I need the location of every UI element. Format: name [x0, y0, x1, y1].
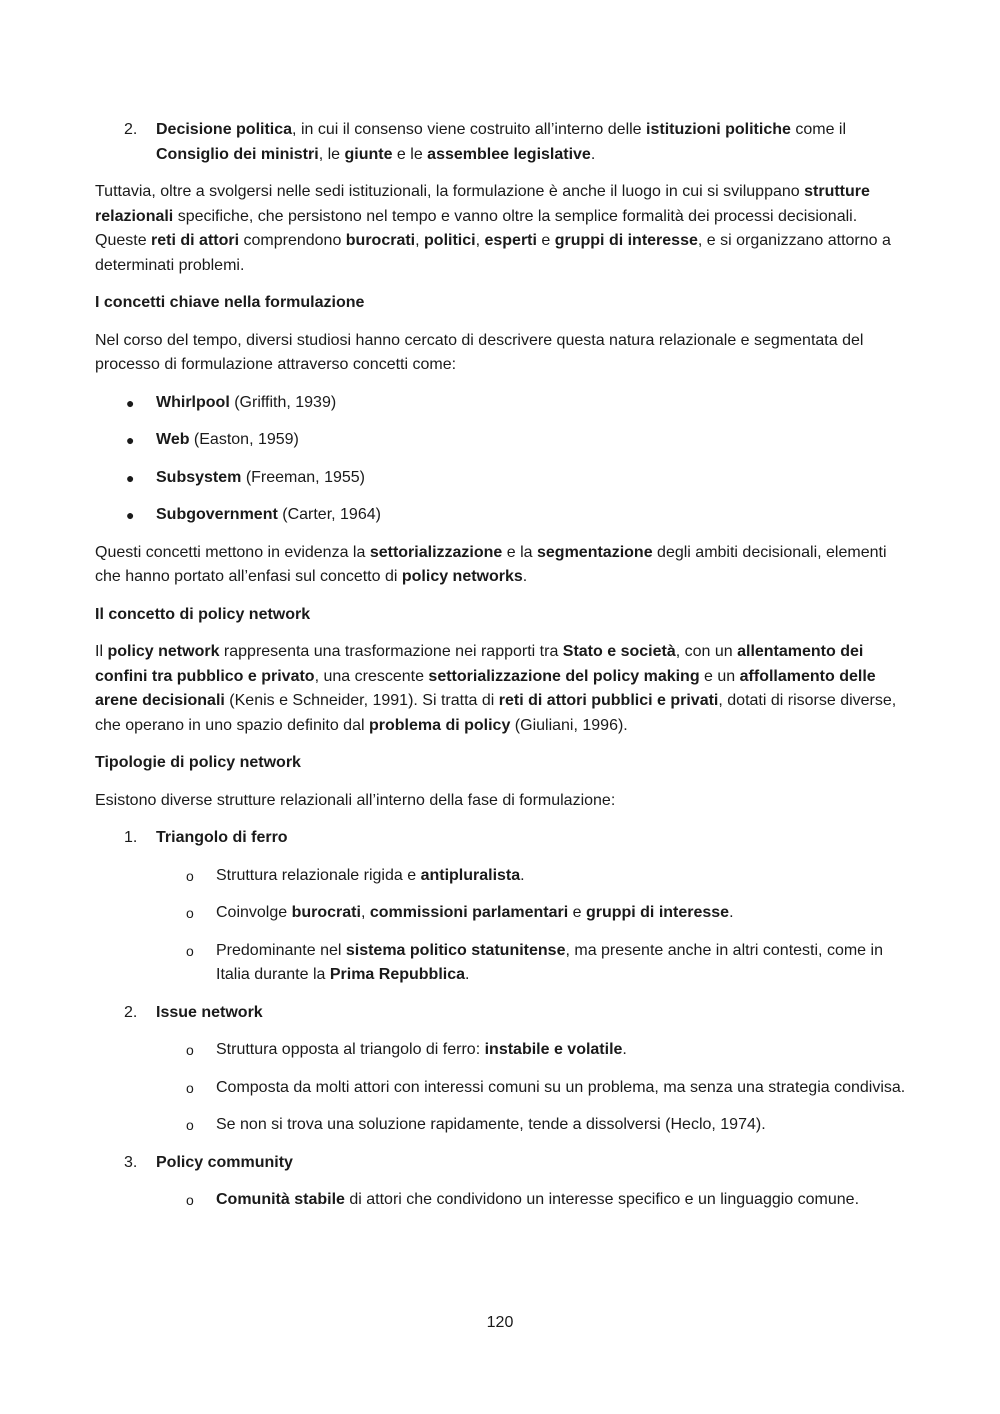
circle-bullet-icon: o	[186, 1079, 194, 1096]
list-item-text: Decisione politica, in cui il consenso viene costruito all’interno delle istituzioni politiche come il Consiglio dei ministri, le giunte e le assemblee legislative.	[156, 121, 847, 163]
bold-text: Policy community	[156, 1153, 293, 1171]
page-number: 120	[486, 1314, 514, 1331]
typology-title	[156, 1151, 907, 1176]
bold-text: segmentazione	[537, 543, 653, 561]
sub-bullet-item	[95, 1038, 907, 1063]
bold-text: policy networks	[401, 568, 523, 585]
bold-text: Consiglio dei ministri	[156, 145, 319, 163]
typologies-list	[95, 826, 907, 1213]
sub-bullet-item	[95, 939, 907, 988]
circle-bullet-icon: o	[186, 1042, 194, 1058]
typology-item	[95, 1001, 907, 1026]
bullet-text: Whirlpool (Griffith, 1939)	[156, 393, 337, 411]
bold-text: allentamento dei confini tra pubblico e privato	[95, 643, 864, 685]
sub-bullet-item	[95, 1076, 907, 1101]
bold-text: politici	[424, 232, 476, 249]
bold-text: Issue network	[156, 1003, 263, 1021]
bold-text: Decisione politica	[156, 121, 293, 138]
circle-bullet-icon: o	[186, 942, 194, 959]
bullet-item	[95, 391, 907, 416]
sub-bullet-text: Comunità stabile di attori che condividono un interesse specifico e un linguaggio comune.	[216, 1191, 860, 1208]
sub-bullet-item	[95, 864, 907, 889]
list-number: 3.	[124, 1153, 138, 1171]
sub-bullet-item	[95, 901, 907, 926]
concepts-bullet-list	[95, 391, 907, 528]
typology-item	[95, 826, 907, 851]
bold-text: policy network	[107, 643, 220, 660]
typology-item	[95, 1151, 907, 1176]
bullet-text: Web (Easton, 1959)	[156, 431, 299, 448]
bold-text: settorializzazione del policy making	[428, 667, 700, 685]
bold-text: reti di attori pubblici e privati	[498, 692, 719, 709]
circle-bullet-icon: o	[186, 905, 194, 921]
paragraph-esistono: Esistono diverse strutture relazionali all’interno della fase di formulazione:	[95, 791, 616, 809]
sub-bullet-text: Struttura relazionale rigida e antipluralista.	[216, 866, 525, 884]
bold-text: strutture relazionali	[95, 183, 870, 225]
document-page	[95, 118, 907, 1226]
typology-title	[156, 826, 907, 851]
bold-text: giunte	[344, 145, 393, 163]
list-number: 2.	[124, 121, 138, 138]
paragraph-tuttavia: Tuttavia, oltre a svolgersi nelle sedi istituzionali, la formulazione è anche il luogo in cui si sviluppano strutture relazionali specifiche, che persistono nel tempo e vanno oltre la semplice formalità dei processi decisionali. Queste reti di attori comprendono burocrati, politici, esperti e gruppi di interesse, e si organizzano attorno a determinati problemi.	[95, 183, 891, 274]
bullet-item	[95, 428, 907, 453]
bold-text: Triangolo di ferro	[156, 829, 288, 846]
bold-text: Subsystem	[156, 468, 242, 486]
bullet-text: Subsystem (Freeman, 1955)	[156, 468, 365, 486]
bold-text: instabile e volatile	[484, 1041, 623, 1058]
bold-text: Comunità stabile	[216, 1191, 345, 1208]
sub-bullet-item	[95, 1188, 907, 1213]
heading-tipologie: Tipologie di policy network	[95, 754, 301, 771]
bold-text: Stato e società	[562, 643, 676, 660]
bold-text: burocrati	[345, 232, 416, 249]
bold-text: problema di policy	[368, 716, 511, 734]
bullet-icon: ●	[126, 394, 135, 411]
bold-text: settorializzazione	[369, 543, 503, 561]
bold-text: esperti	[484, 232, 537, 249]
list-number: 1.	[124, 829, 138, 846]
circle-bullet-icon: o	[186, 1192, 194, 1208]
paragraph-nel-corso: Nel corso del tempo, diversi studiosi hanno cercato di descrivere questa natura relazionale e segmentata del processo di formulazione attraverso concetti come:	[95, 331, 864, 373]
bullet-item	[95, 503, 907, 528]
paragraph-questi-concetti: Questi concetti mettono in evidenza la settorializzazione e la segmentazione degli ambiti decisionali, elementi che hanno portato all’enfasi sul concetto di policy networks.	[95, 543, 887, 585]
circle-bullet-icon: o	[186, 1117, 194, 1133]
bold-text: antipluralista	[420, 866, 521, 884]
bold-text: gruppi di interesse	[554, 232, 698, 249]
bold-text: gruppi di interesse	[585, 904, 730, 921]
bullet-text: Subgovernment (Carter, 1964)	[156, 506, 381, 523]
heading-concetti-chiave: I concetti chiave nella formulazione	[95, 294, 365, 311]
circle-bullet-icon: o	[186, 867, 194, 884]
bold-text: istituzioni politiche	[646, 121, 791, 138]
bullet-item	[95, 466, 907, 491]
bold-text: assemblee legislative	[427, 145, 591, 163]
paragraph-il-policy-network: Il policy network rappresenta una trasformazione nei rapporti tra Stato e società, con un allentamento dei confini tra pubblico e privato, una crescente settorializzazione del policy making e un affollamento delle arene decisionali (Kenis e Schneider, 1991). Si tratta di reti di attori pubblici e privati, dotati di risorse diverse, che operano in uno spazio definito dal problema di policy (Giuliani, 1996).	[95, 643, 897, 734]
sub-bullet-text: Se non si trova una soluzione rapidamente, tende a dissolversi (Heclo, 1974).	[216, 1116, 766, 1133]
bold-text: Prima Repubblica	[329, 966, 466, 983]
sub-bullet-text: Predominante nel sistema politico statunitense, ma presente anche in altri contesti, come in Italia durante la Prima Repubblica.	[216, 941, 883, 983]
bullet-icon: ●	[126, 432, 135, 448]
bullet-icon: ●	[126, 507, 135, 523]
bold-text: Subgovernment	[156, 506, 278, 523]
list-number: 2.	[124, 1003, 138, 1021]
typology-title	[156, 1001, 907, 1026]
bold-text: reti di attori	[151, 232, 240, 249]
sub-bullet-text: Coinvolge burocrati, commissioni parlamentari e gruppi di interesse.	[216, 904, 734, 921]
list-item-decisione-politica	[95, 118, 907, 167]
bold-text: affollamento delle arene decisionali	[95, 667, 876, 709]
heading-concetto-policy-network: Il concetto di policy network	[95, 605, 311, 623]
bold-text: sistema politico statunitense	[345, 941, 566, 959]
sub-bullet-text: Struttura opposta al triangolo di ferro: instabile e volatile.	[216, 1041, 627, 1058]
sub-bullet-item	[95, 1113, 907, 1138]
bold-text: Whirlpool	[156, 393, 230, 411]
bold-text: burocrati	[291, 904, 361, 921]
sub-bullet-text: Composta da molti attori con interessi comuni su un problema, ma senza una strategia condivisa.	[216, 1078, 906, 1096]
bold-text: Web	[156, 431, 190, 448]
bullet-icon: ●	[126, 469, 135, 486]
bold-text: commissioni parlamentari	[369, 904, 569, 921]
